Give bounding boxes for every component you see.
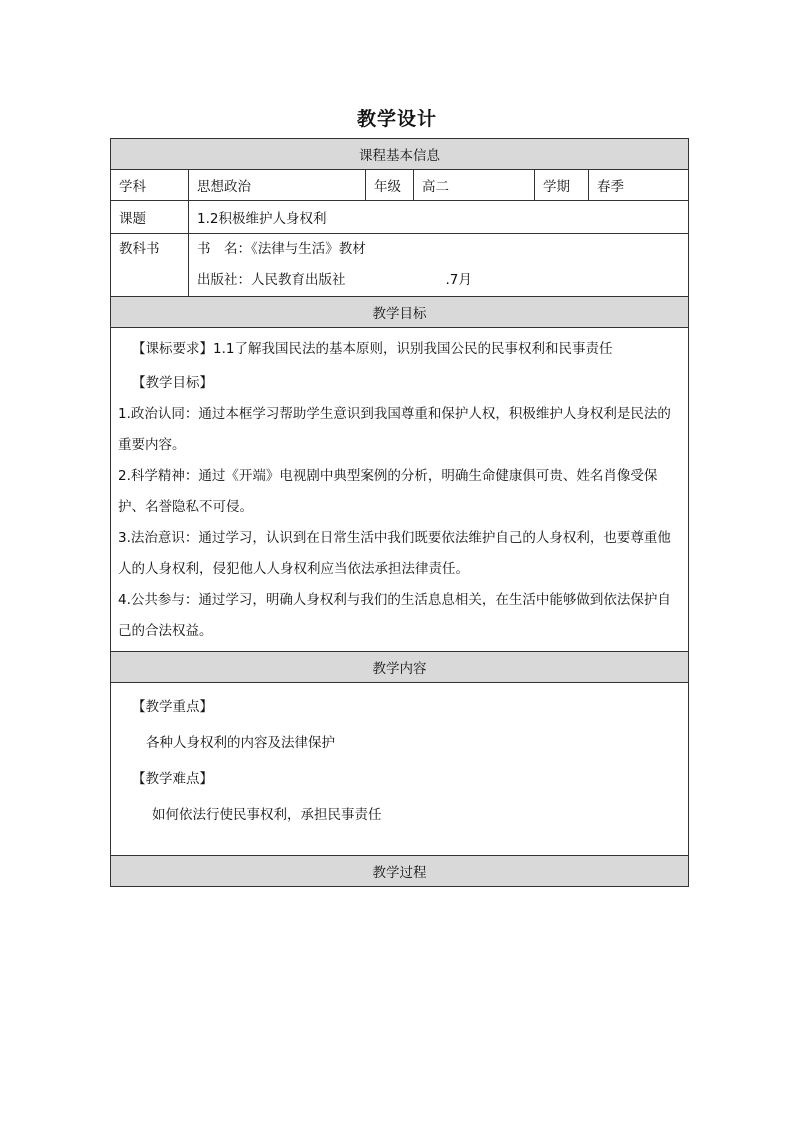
grade-value: 高二 bbox=[414, 170, 535, 201]
lesson-plan-table bbox=[110, 138, 689, 887]
difficulties-label: 【教学难点】 bbox=[132, 771, 213, 787]
standard-requirement: 【课标要求】1.1了解我国民法的基本原则，识别我国公民的民事权利和民事责任 bbox=[132, 341, 613, 357]
document-title: 教学设计 bbox=[356, 108, 437, 130]
subject-value: 思想政治 bbox=[189, 170, 366, 201]
topic-label: 课题 bbox=[111, 201, 189, 234]
subject-label: 学科 bbox=[111, 170, 189, 201]
publish-date: .7月 bbox=[445, 272, 472, 288]
goal-item: 1.政治认同：通过本框学习帮助学生意识到我国尊重和保护人权，积极维护人身权利是民法的重要内容。 bbox=[118, 406, 671, 453]
textbook-label: 教科书 bbox=[111, 234, 189, 297]
process-heading: 教学过程 bbox=[111, 856, 689, 887]
difficulties-text: 如何依法行使民事权利，承担民事责任 bbox=[152, 807, 382, 823]
grade-label: 年级 bbox=[366, 170, 414, 201]
goals-block bbox=[111, 328, 689, 652]
term-label: 学期 bbox=[535, 170, 589, 201]
goals-subheading: 【教学目标】 bbox=[132, 375, 213, 391]
key-points-text: 各种人身权利的内容及法律保护 bbox=[146, 735, 335, 751]
goal-item: 3.法治意识：通过学习，认识到在日常生活中我们既要依法维护自己的人身权利，也要尊重他人的人身权利，侵犯他人人身权利应当依法承担法律责任。 bbox=[118, 530, 671, 577]
content-heading: 教学内容 bbox=[111, 652, 689, 683]
goal-item: 2.科学精神：通过《开端》电视剧中典型案例的分析，明确生命健康俱可贵、姓名肖像受保护、名誉隐私不可侵。 bbox=[118, 468, 658, 515]
content-block bbox=[111, 683, 689, 856]
term-value: 春季 bbox=[589, 170, 689, 201]
textbook-info bbox=[189, 234, 689, 297]
topic-value: 1.2积极维护人身权利 bbox=[189, 201, 689, 234]
basic-info-heading: 课程基本信息 bbox=[111, 139, 689, 170]
goals-heading: 教学目标 bbox=[111, 297, 689, 328]
key-points-label: 【教学重点】 bbox=[132, 699, 213, 715]
publisher-line: 出版社：人民教育出版社 bbox=[197, 272, 346, 288]
goal-item: 4.公共参与：通过学习，明确人身权利与我们的生活息息相关，在生活中能够做到依法保护自己的合法权益。 bbox=[118, 592, 671, 639]
book-name-line: 书 名：《法律与生活》教材 bbox=[197, 241, 366, 257]
publisher-row bbox=[197, 265, 680, 296]
